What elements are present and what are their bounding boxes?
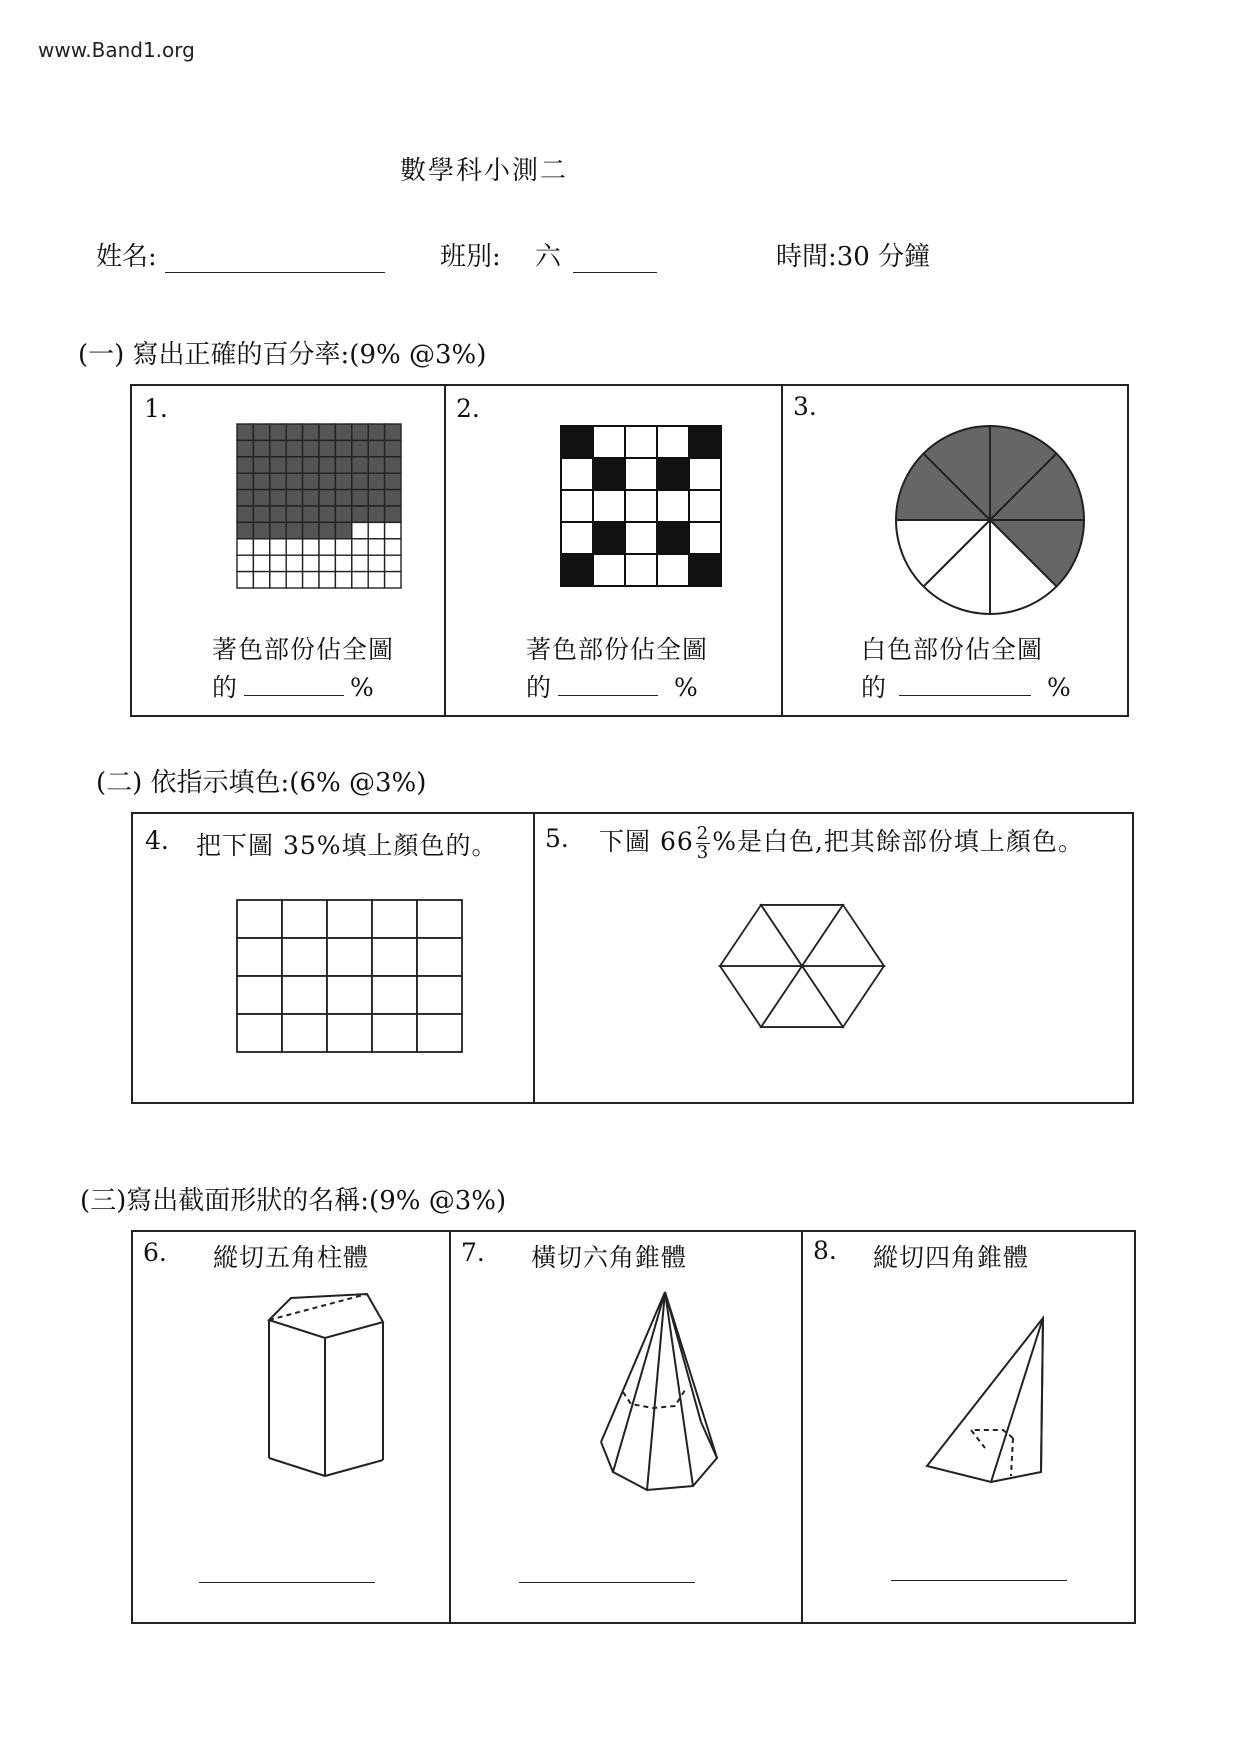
question-2 [444,386,781,715]
grid-cell [335,506,351,522]
grid-cell [319,539,335,555]
time-label: 時間:30 分鐘 [776,242,931,272]
grid-cell [286,424,302,440]
grid-cell [368,539,384,555]
grid-cell [303,539,319,555]
grid-cell [657,522,689,554]
grid-cell [352,506,368,522]
grid-cell [352,473,368,489]
class-value: 六 [535,242,562,272]
square-pyramid-figure [927,1318,1057,1508]
fill-cell[interactable] [282,900,327,938]
question-6 [133,1232,449,1622]
grid-cell [286,522,302,538]
grid-cell [286,473,302,489]
grid-cell [253,490,269,506]
grid-cell [385,457,401,473]
pentagonal-prism-figure [265,1294,395,1480]
question-number: 4. [145,826,169,855]
grid-cell [286,539,302,555]
fill-cell[interactable] [237,900,282,938]
grid-cell [303,490,319,506]
grid-cell [385,490,401,506]
fill-cell[interactable] [417,976,462,1014]
grid-cell [253,457,269,473]
fill-cell[interactable] [417,900,462,938]
grid-cell [368,522,384,538]
name-label: 姓名: [96,242,157,272]
question-text: 白色部份佔全圖 [861,635,1044,664]
fill-cell[interactable] [372,976,417,1014]
grid-cell [625,490,657,522]
grid-cell [561,458,593,490]
class-field [440,236,657,273]
grid-cell [253,522,269,538]
answer-blank[interactable] [244,675,344,696]
hexagonal-pyramid-figure [601,1292,731,1500]
question-text: 縱切五角柱體 [213,1243,370,1272]
pie-circle-figure [890,420,1090,620]
grid-cell [237,424,253,440]
grid-cell [319,473,335,489]
grid-cell [237,522,253,538]
grid-cell [286,555,302,571]
fill-cell[interactable] [372,900,417,938]
grid-cell [335,539,351,555]
fraction: $\frac{2}{3}$ [696,823,710,863]
fill-grid-figure[interactable] [237,900,463,1056]
question-text: 著色部份佔全圖 [526,635,709,664]
grid-cell [689,554,721,586]
fill-cell[interactable] [282,1014,327,1052]
grid-cell [625,426,657,458]
class-blank[interactable] [573,246,657,273]
fill-cell[interactable] [327,976,372,1014]
class-label: 班別: [440,242,501,272]
question-1 [132,386,444,715]
fill-cell[interactable] [237,1014,282,1052]
answer-line: 的 % [861,673,1072,702]
grid-cell [270,473,286,489]
fill-cell[interactable] [417,1014,462,1052]
grid-cell [593,490,625,522]
grid-cell [303,440,319,456]
fill-cell[interactable] [237,976,282,1014]
grid-cell [253,572,269,588]
grid-cell [270,555,286,571]
grid-cell [253,440,269,456]
grid-cell [286,572,302,588]
grid-cell [352,440,368,456]
grid-cell [303,473,319,489]
grid-cell [335,473,351,489]
grid-cell [303,424,319,440]
grid-cell [561,554,593,586]
question-3 [781,386,1127,715]
grid-cell [319,424,335,440]
grid-cell [335,555,351,571]
question-number: 6. [143,1238,167,1267]
grid-cell [303,572,319,588]
grid-cell [303,522,319,538]
site-url: www.Band1.org [38,38,195,62]
grid-cell [625,522,657,554]
grid-cell [270,440,286,456]
answer-blank[interactable] [891,1580,1067,1581]
grid-cell [352,522,368,538]
grid-cell [385,473,401,489]
question-number: 8. [813,1236,837,1265]
grid-cell [270,522,286,538]
section3-heading: (三)寫出截面形狀的名稱:(9% @3%) [80,1186,507,1216]
grid-cell [368,490,384,506]
section1-box [130,384,1129,717]
grid-cell [335,490,351,506]
grid-cell [319,440,335,456]
question-text: 下圖 66 $\frac{2}{3}$ %是白色,把其餘部份填上顏色。 [599,823,1084,863]
grid-cell [319,490,335,506]
fill-cell[interactable] [327,938,372,976]
answer-line: 的 % [212,673,375,702]
section3-box [131,1230,1136,1624]
grid-cell [385,522,401,538]
hundred-grid-figure [237,424,402,589]
grid-cell [368,473,384,489]
grid-cell [352,539,368,555]
fill-cell[interactable] [237,938,282,976]
section1-heading: (一) 寫出正確的百分率:(9% @3%) [78,340,487,370]
grid-cell [335,424,351,440]
grid-cell [303,506,319,522]
grid-cell [335,522,351,538]
grid-cell [270,506,286,522]
grid-cell [625,554,657,586]
grid-cell [385,572,401,588]
grid-cell [237,473,253,489]
fill-cell[interactable] [372,1014,417,1052]
grid-cell [335,457,351,473]
grid-cell [319,555,335,571]
grid-cell [385,539,401,555]
fill-cell[interactable] [417,938,462,976]
grid-cell [237,490,253,506]
grid-cell [319,457,335,473]
grid-cell [286,457,302,473]
question-4 [133,814,533,1102]
answer-blank[interactable] [558,675,658,696]
grid-cell [352,555,368,571]
grid-cell [368,440,384,456]
question-7 [449,1232,801,1622]
grid-cell [319,572,335,588]
name-field [96,236,385,273]
grid-cell [253,473,269,489]
grid-cell [319,506,335,522]
answer-line: 的 % [526,673,699,702]
grid-cell [593,426,625,458]
question-text: 縱切四角錐體 [873,1243,1030,1272]
fill-cell[interactable] [327,1014,372,1052]
grid-cell [237,457,253,473]
grid-cell [561,490,593,522]
grid-cell [561,426,593,458]
grid-cell [561,522,593,554]
grid-cell [237,572,253,588]
fill-cell[interactable] [282,976,327,1014]
section2-box [131,812,1134,1104]
question-text: 著色部份佔全圖 [212,635,395,664]
grid-cell [270,539,286,555]
grid-cell [385,424,401,440]
checker-grid-figure [561,426,721,586]
grid-cell [368,424,384,440]
question-text: 把下圖 35%填上顏色的。 [196,831,498,860]
grid-cell [352,424,368,440]
question-number: 1. [144,394,168,423]
fill-cell[interactable] [282,938,327,976]
grid-cell [625,458,657,490]
question-number: 3. [793,392,817,421]
hexagon-figure[interactable] [717,894,887,1044]
question-number: 7. [461,1238,485,1267]
answer-blank[interactable] [199,1582,375,1583]
grid-cell [368,457,384,473]
grid-cell [368,555,384,571]
grid-cell [270,424,286,440]
grid-cell [335,572,351,588]
grid-cell [253,539,269,555]
grid-cell [657,490,689,522]
grid-cell [689,458,721,490]
grid-cell [319,522,335,538]
grid-cell [286,506,302,522]
page-title: 數學科小測二 [400,156,569,186]
grid-cell [303,555,319,571]
grid-cell [237,440,253,456]
question-8 [801,1232,1134,1622]
grid-cell [657,554,689,586]
grid-cell [385,506,401,522]
grid-cell [689,426,721,458]
grid-cell [270,490,286,506]
grid-cell [270,572,286,588]
grid-cell [385,440,401,456]
section2-heading: (二) 依指示填色:(6% @3%) [96,768,427,798]
name-blank[interactable] [165,246,385,273]
grid-cell [286,440,302,456]
grid-cell [303,457,319,473]
grid-cell [237,539,253,555]
grid-cell [286,490,302,506]
grid-cell [593,458,625,490]
question-number: 5. [545,824,569,853]
question-5 [533,814,1132,1102]
answer-blank[interactable] [519,1582,695,1583]
grid-cell [385,555,401,571]
grid-cell [335,440,351,456]
answer-blank[interactable] [899,675,1031,696]
grid-cell [368,506,384,522]
grid-cell [368,572,384,588]
grid-cell [657,426,689,458]
question-text: 橫切六角錐體 [531,1243,688,1272]
grid-cell [593,554,625,586]
grid-cell [657,458,689,490]
grid-cell [352,490,368,506]
grid-cell [253,424,269,440]
grid-cell [237,555,253,571]
grid-cell [253,555,269,571]
grid-cell [593,522,625,554]
grid-cell [270,457,286,473]
question-number: 2. [456,394,480,423]
grid-cell [237,506,253,522]
fill-cell[interactable] [327,900,372,938]
grid-cell [352,457,368,473]
grid-cell [352,572,368,588]
grid-cell [689,522,721,554]
grid-cell [689,490,721,522]
grid-cell [253,506,269,522]
fill-cell[interactable] [372,938,417,976]
